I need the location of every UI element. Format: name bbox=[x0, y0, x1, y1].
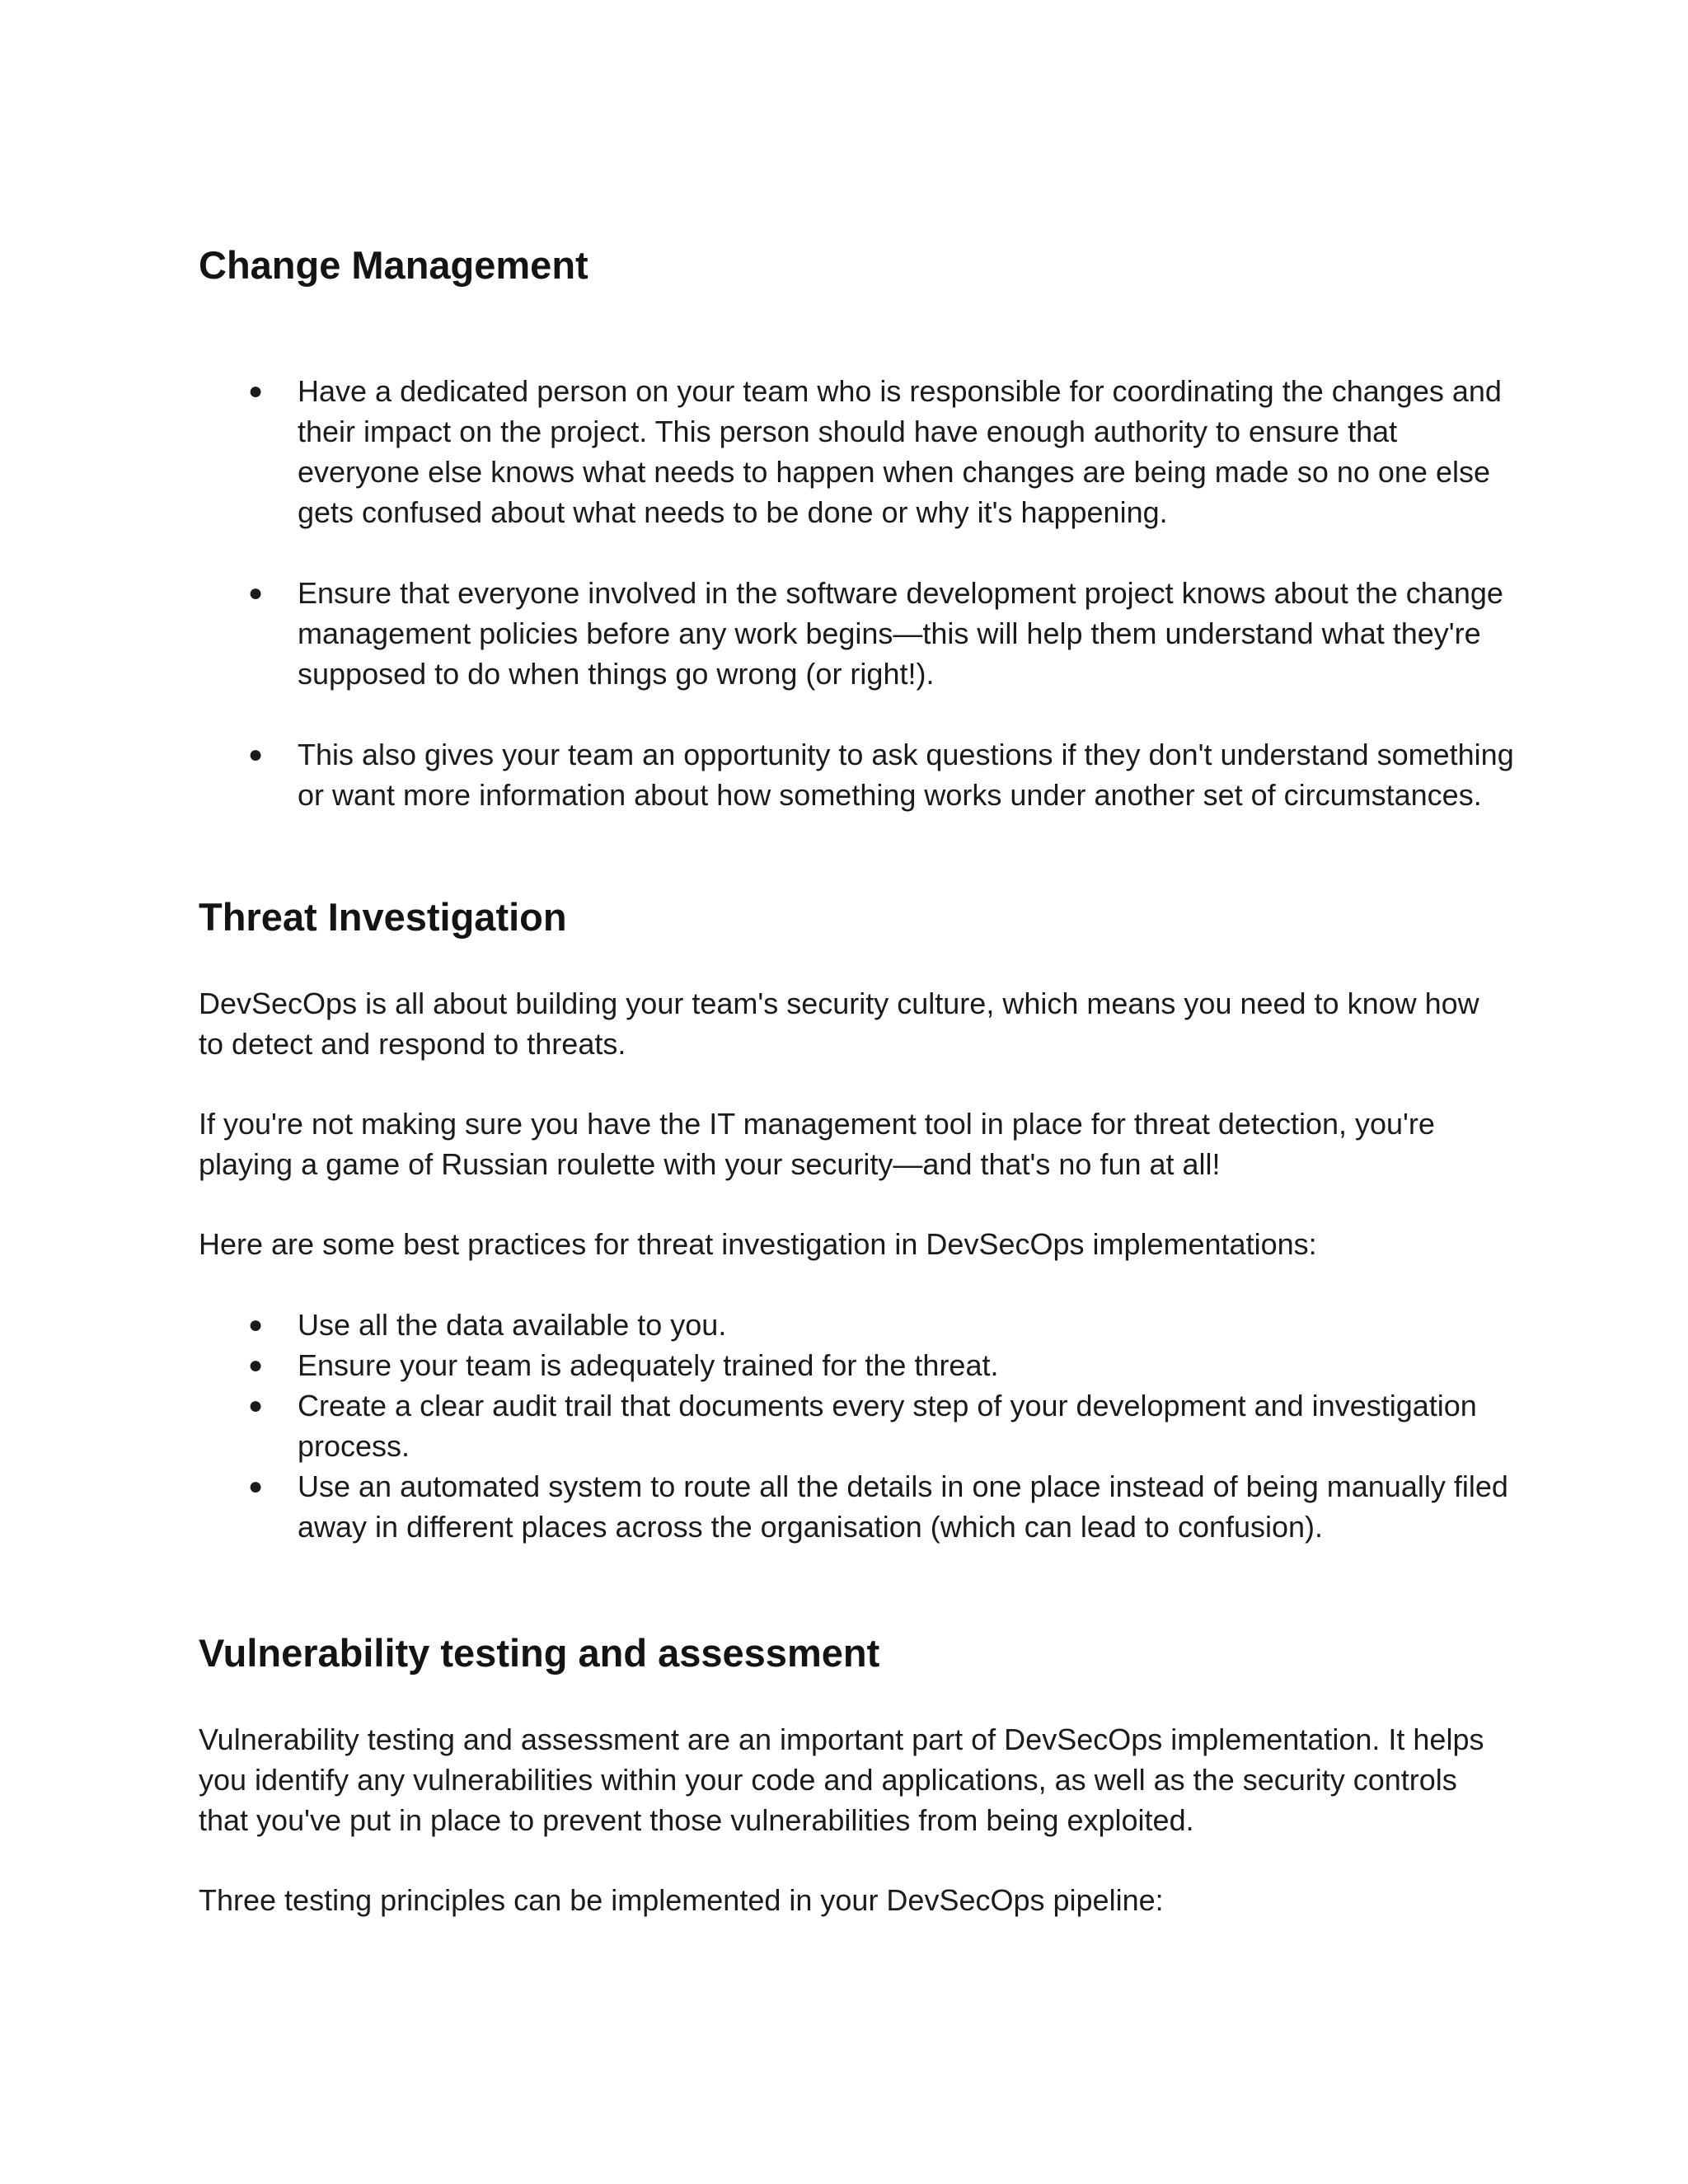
bullet-icon: ● bbox=[248, 1311, 264, 1338]
list-item-text: Ensure your team is adequately trained for the threat. bbox=[298, 1348, 999, 1382]
list-item bbox=[199, 1345, 1517, 1385]
list-item-text: Use all the data available to you. bbox=[298, 1308, 727, 1342]
list-item-text: Have a dedicated person on your team who is responsible for coordinating the changes and their impact on the project. This person should have enough authority to ensure that everyone else knows what needs to happen when changes are being made so no one else gets confused about what needs to be done or why it's happening. bbox=[298, 374, 1502, 529]
list-item-text: This also gives your team an opportunity to ask questions if they don't understand something or want more information about how something works under another set of circumstances. bbox=[298, 738, 1514, 812]
heading-threat-investigation: Threat Investigation bbox=[199, 895, 567, 939]
paragraph: Three testing principles can be implemented in your DevSecOps pipeline: bbox=[199, 1883, 1164, 1917]
list-item bbox=[199, 1385, 1517, 1466]
heading-vulnerability-testing: Vulnerability testing and assessment bbox=[199, 1631, 880, 1675]
change-management-list bbox=[199, 371, 1517, 815]
bullet-icon: ● bbox=[248, 1473, 264, 1500]
list-item-text: Use an automated system to route all the details in one place instead of being manually filed away in different places across the organisation (which can lead to confusion). bbox=[298, 1469, 1508, 1544]
list-item bbox=[199, 371, 1517, 532]
bullet-icon: ● bbox=[248, 1352, 264, 1379]
list-item bbox=[199, 573, 1517, 694]
bullet-icon: ● bbox=[248, 1392, 264, 1419]
threat-investigation-list bbox=[199, 1305, 1517, 1547]
heading-change-management: Change Management bbox=[199, 243, 588, 287]
bullet-icon: ● bbox=[248, 579, 264, 607]
paragraph: Vulnerability testing and assessment are an important part of DevSecOps implementation. It helps you identify any vulnerabilities within your code and applications, as well as the security controls that you've put in place to prevent those vulnerabilities from being exploited. bbox=[199, 1722, 1484, 1837]
list-item bbox=[199, 1305, 1517, 1345]
list-item-text: Ensure that everyone involved in the software development project knows about the change management policies before any work begins—this will help them understand what they're supposed to do when things go wrong (or right!). bbox=[298, 576, 1503, 691]
paragraph: If you're not making sure you have the IT management tool in place for threat detection, you're playing a game of Russian roulette with your security—and that's no fun at all! bbox=[199, 1107, 1435, 1181]
bullet-icon: ● bbox=[248, 377, 264, 405]
bullet-icon: ● bbox=[248, 741, 264, 768]
list-item bbox=[199, 1466, 1517, 1547]
paragraph: Here are some best practices for threat investigation in DevSecOps implementations: bbox=[199, 1227, 1317, 1261]
paragraph: DevSecOps is all about building your team's security culture, which means you need to know how to detect and respond to threats. bbox=[199, 987, 1479, 1061]
list-item-text: Create a clear audit trail that documents every step of your development and investigation process. bbox=[298, 1389, 1477, 1463]
list-item bbox=[199, 734, 1517, 815]
